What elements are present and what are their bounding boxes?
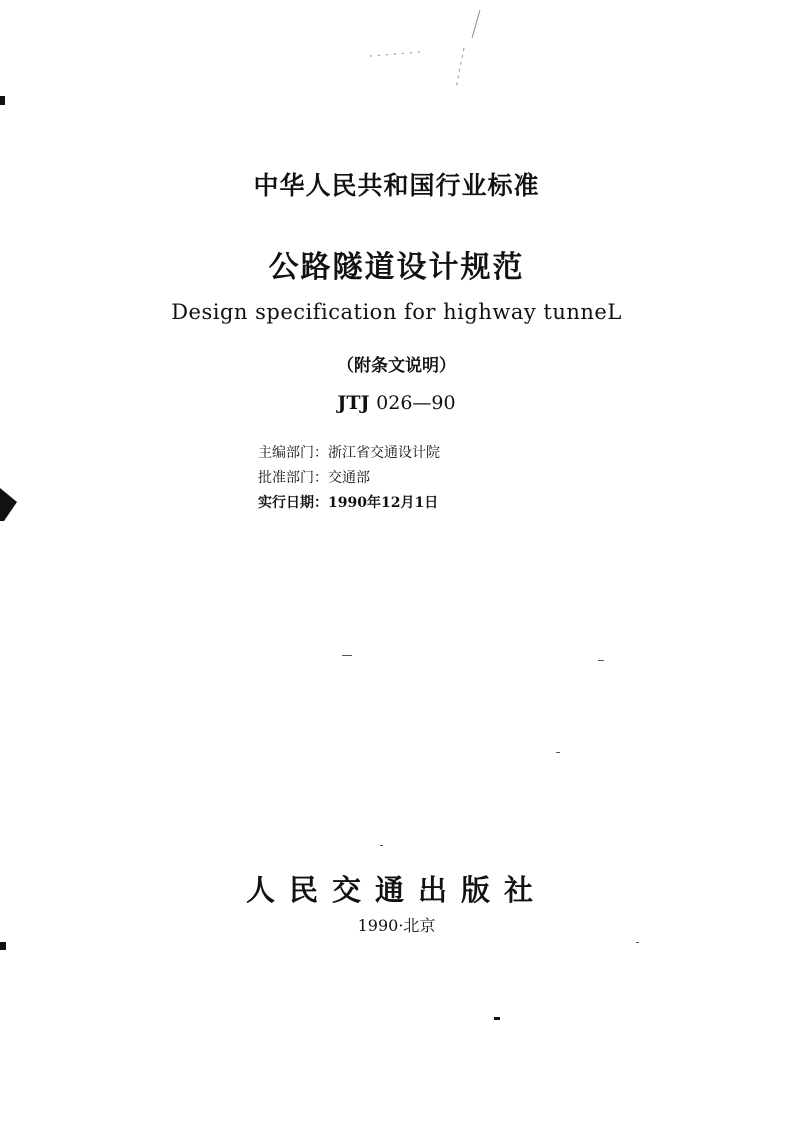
- left-edge-mark: [0, 96, 5, 105]
- publication-year-city: 1990·北京: [357, 916, 436, 935]
- title-english: Design specification for highway tunneL: [171, 300, 622, 324]
- standard-type: 中华人民共和国行业标准: [253, 171, 540, 200]
- code-prefix: JTJ: [337, 392, 370, 414]
- left-edge-arrow: [0, 488, 18, 522]
- scan-speck: [342, 655, 352, 656]
- scan-speck: [636, 942, 639, 943]
- document-metadata: [258, 441, 440, 516]
- code-number: 026—90: [376, 392, 456, 414]
- scan-speck: [556, 752, 560, 753]
- scan-speck: [598, 660, 604, 661]
- bottom-speck: [494, 1017, 500, 1020]
- appendix-note: （附条文说明）: [337, 356, 456, 376]
- standard-code: [0, 392, 793, 414]
- title-chinese: 公路隧道设计规范: [268, 250, 525, 285]
- effective-date-line: 实行日期：1990年12月1日: [258, 495, 439, 511]
- left-edge-mark-2: [0, 942, 6, 950]
- editor-line: 主编部门：浙江省交通设计院: [258, 445, 440, 461]
- publisher-name: 人民交通出版社: [245, 873, 547, 907]
- approver-line: 批准部门：交通部: [258, 470, 370, 486]
- scan-marks-top: [360, 8, 510, 98]
- scan-speck: [380, 845, 383, 846]
